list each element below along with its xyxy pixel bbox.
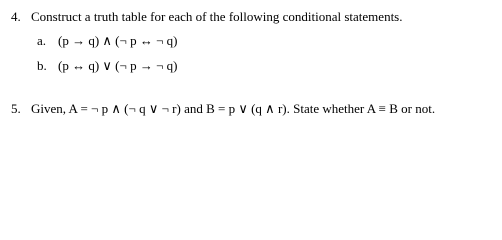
logic-expression: (p ↔ q) ∨ (¬ p → ¬ q): [58, 58, 178, 73]
question-text: Given, A = ¬ p ∧ (¬ q ∨ ¬ r) and B = p ∨ (q ∧ r). State whether A ≡ B or not.: [31, 101, 436, 116]
part-label: a.: [37, 33, 47, 48]
question-text: Construct a truth table for each of the following conditional statements.: [31, 9, 403, 24]
part-label: b.: [37, 58, 47, 73]
question-number: 5.: [11, 101, 21, 116]
logic-expression: (p → q) ∧ (¬ p ↔ ¬ q): [58, 33, 178, 48]
question-number: 4.: [11, 9, 21, 24]
